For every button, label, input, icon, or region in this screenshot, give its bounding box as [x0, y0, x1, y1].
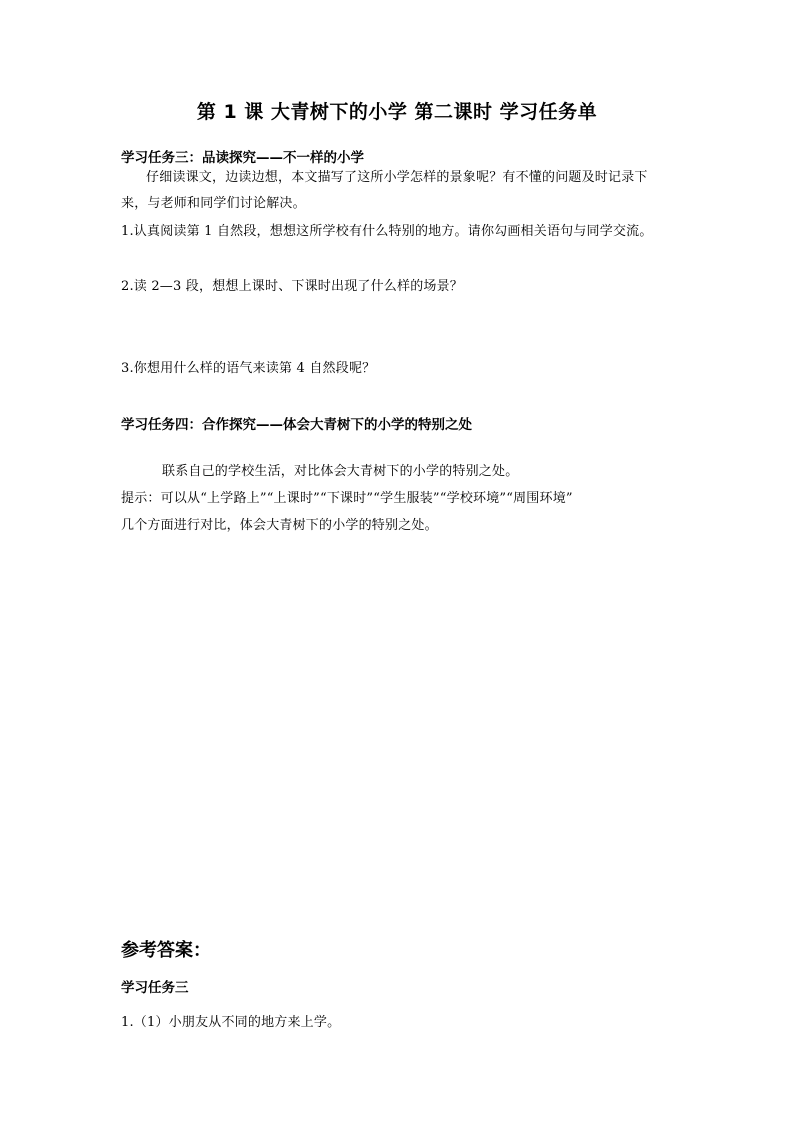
task4-hint-line-2: 几个方面进行对比，体会大青树下的小学的特别之处。: [121, 518, 438, 533]
task3-question-2: 2.读 2—3 段，想想上课时、下课时出现了什么样的场景？: [121, 279, 464, 294]
task3-intro-line1: 仔细读课文，边读边想，本文描写了这所小学怎样的景象呢？有不懂的问题及时记录下: [146, 170, 648, 185]
answers-item-1: 1.（1）小朋友从不同的地方来上学。: [121, 1015, 341, 1030]
task3-heading: 学习任务三：品读探究——不一样的小学: [121, 150, 364, 166]
task4-line-1: 联系自己的学校生活，对比体会大青树下的小学的特别之处。: [162, 464, 519, 479]
answers-subheading: 学习任务三: [121, 980, 189, 996]
task4-hint-line-1: 提示：可以从“上学路上”“上课时”“下课时”“学生服装”“学校环境”“周围环境”: [121, 491, 573, 506]
answers-heading: 参考答案：: [121, 940, 211, 961]
task3-question-3: 3.你想用什么样的语气来读第 4 自然段呢？: [121, 361, 376, 376]
task3-intro-line2: 来，与老师和同学们讨论解决。: [121, 196, 306, 211]
task4-heading: 学习任务四：合作探究——体会大青树下的小学的特别之处: [121, 417, 472, 433]
page-title: 第 1 课 大青树下的小学 第二课时 学习任务单: [196, 101, 598, 123]
task3-question-1: 1.认真阅读第 1 自然段，想想这所学校有什么特别的地方。请你勾画相关语句与同学交流。: [121, 224, 653, 239]
